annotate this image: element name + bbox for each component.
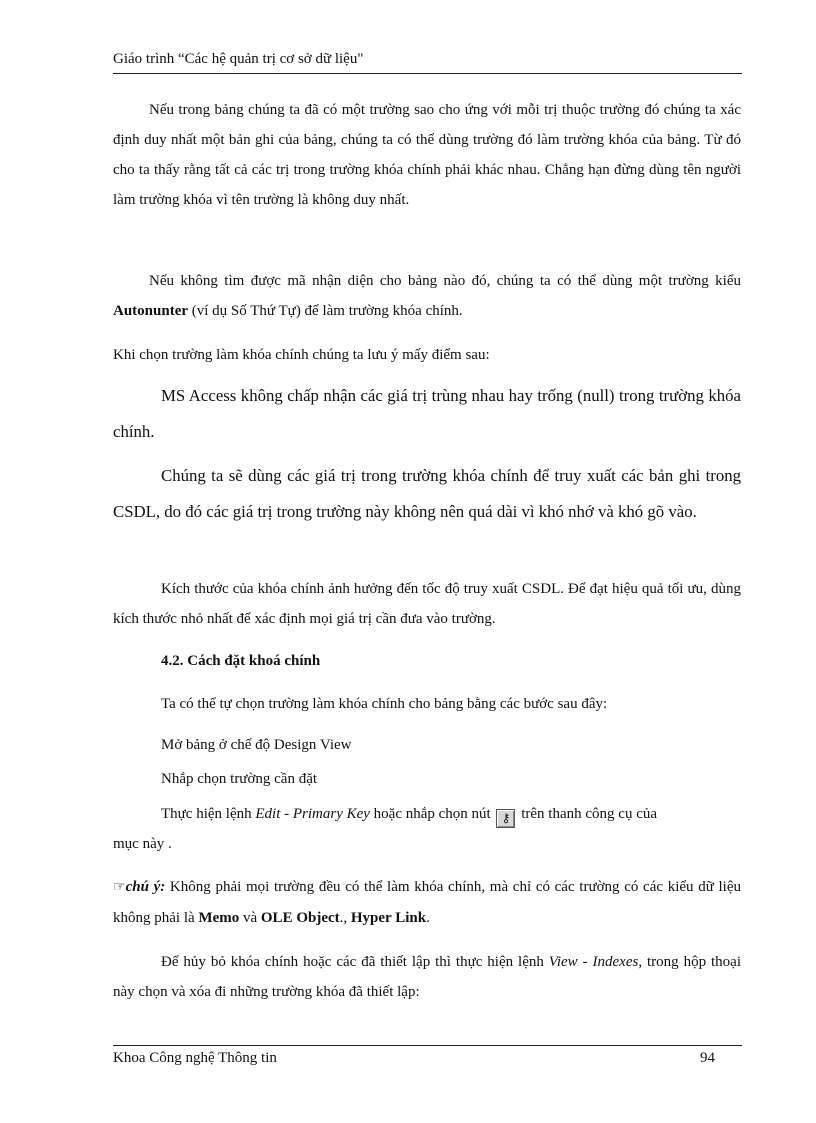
para2-text-a: Nếu không tìm được mã nhận diện cho bảng nào đó, chúng ta có thể dùng một trường kiểu (149, 273, 741, 289)
footer-rule (113, 1045, 742, 1046)
note-text-a: Không phải mọi trường đều có thể làm khóa chính, mà chỉ có các trường có các kiểu dữ liệu không phải là (113, 879, 742, 926)
last-text-b: , trong hộp thoại này chọn và xóa đi những trường khóa đã thiết lập: (113, 954, 741, 1000)
para2-text-b: (ví dụ Số Thứ Tự) để làm trường khóa chính. (188, 303, 463, 319)
section-title (161, 646, 320, 676)
note-text-b: và (239, 910, 261, 926)
note-text-d: . (426, 910, 430, 926)
edit-primary-key-command: Edit - Primary Key (255, 806, 370, 822)
paragraph-autonumber (113, 266, 741, 326)
primary-key-icon: ⚷ (496, 809, 515, 828)
paragraph-no-duplicates: MS Access không chấp nhận các giá trị trùng nhau hay trống (null) trong trường khóa chính. (113, 386, 741, 441)
paragraph-primary-key-definition: Nếu trong bảng chúng ta đã có một trường sao cho ứng với mỗi trị thuộc trường đó chúng ta xác định duy nhất một bản ghi của bảng, chúng ta có thể dùng trường đó làm trường khóa của bảng. Từ đó cho ta thấy rằng tất cả các trị trong trường khóa chính phải khác nhau. Chẳng hạn đừng dùng tên người làm trường khóa vì tên trường là không duy nhất. (113, 102, 741, 208)
hyper-link-term: Hyper Link (350, 910, 427, 926)
note-label: chú ý: (125, 879, 166, 895)
pointing-hand-icon: ☞ (113, 880, 126, 895)
ole-object-term: OLE Object (260, 910, 340, 926)
page-header: Giáo trình “Các hệ quản trị cơ sở dữ liệu" (113, 51, 364, 67)
paragraph-notes-intro: Khi chọn trường làm khóa chính chúng ta lưu ý mấy điểm sau: (113, 347, 490, 363)
step3-text-a: Thực hiện lệnh (161, 806, 256, 822)
section-title-text: 4.2. Cách đặt khoá chính (161, 653, 321, 669)
step-primary-key-command (161, 799, 657, 829)
header-rule (113, 73, 742, 74)
page-footer (113, 1050, 715, 1067)
memo-term: Memo (198, 910, 240, 926)
step3-text-c: trên thanh công cụ của (517, 806, 658, 822)
steps-intro: Ta có thể tự chọn trường làm khóa chính cho bảng bằng các bước sau đây: (161, 696, 608, 712)
page-number: 94 (700, 1050, 715, 1066)
step-select-field: Nhắp chọn trường cần đặt (161, 771, 318, 787)
paragraph-key-size: Kích thước của khóa chính ảnh hưởng đến tốc độ truy xuất CSDL. Để đạt hiệu quả tối ưu, dùng kích thước nhỏ nhất để xác định mọi giá trị cần đưa vào trường. (113, 581, 741, 627)
step-design-view: Mở bảng ở chế độ Design View (161, 737, 352, 753)
last-text-a: Để hủy bỏ khóa chính hoặc các đã thiết lập thì thực hiện lệnh (161, 954, 549, 970)
step3-text-b: hoặc nhắp chọn nút (369, 806, 495, 822)
note-text-c: ., (339, 910, 351, 926)
paragraph-short-values: Chúng ta sẽ dùng các giá trị trong trường khóa chính để truy xuất các bản ghi trong CSDL, do đó các giá trị trong trường này không nên quá dài vì khó nhớ và khó gõ vào. (113, 466, 741, 521)
step-primary-key-continued: mục này . (113, 836, 172, 852)
autonumber-term: Autonunter (113, 303, 189, 319)
note-paragraph (113, 872, 741, 933)
view-indexes-command: View - Indexes (548, 954, 639, 970)
paragraph-remove-key (113, 947, 741, 1007)
footer-department: Khoa Công nghệ Thông tin (113, 1050, 277, 1066)
